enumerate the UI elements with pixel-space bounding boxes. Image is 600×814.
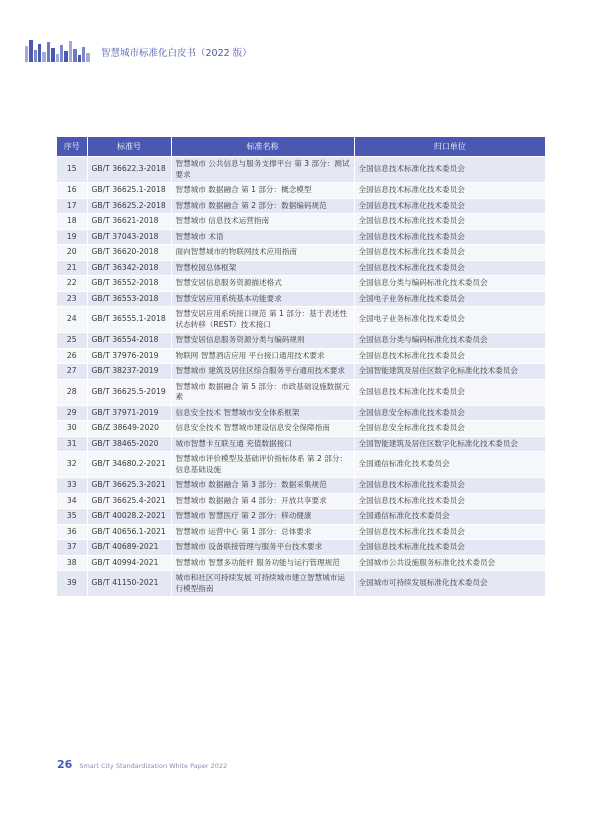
page-footer [57,758,227,771]
cell-no: 25 [57,333,87,349]
cell-org: 全国信息技术标准化技术委员会 [354,229,545,245]
cell-org: 全国通信标准化技术委员会 [354,452,545,478]
cell-name: 城市智慧卡互联互通 充值数据接口 [171,436,354,452]
cell-code: GB/T 36553-2018 [87,291,171,307]
cell-name: 智慧城市 智慧多功能杆 服务功能与运行管理规范 [171,555,354,571]
cell-org: 全国城市可持续发展标准化技术委员会 [354,571,545,597]
cell-org: 全国信息技术标准化技术委员会 [354,493,545,509]
cell-code: GB/T 38237-2019 [87,364,171,380]
cell-org: 全国电子业务标准化技术委员会 [354,307,545,333]
table-row [57,229,545,245]
cell-name: 智慧安居信息服务资源分类与编码规则 [171,333,354,349]
cell-code: GB/T 40994-2021 [87,555,171,571]
table-row [57,493,545,509]
table-row [57,364,545,380]
cell-code: GB/T 41150-2021 [87,571,171,597]
table-row [57,524,545,540]
cell-org: 全国信息技术标准化技术委员会 [354,524,545,540]
cell-code: GB/T 40689-2021 [87,540,171,556]
cell-no: 39 [57,571,87,597]
column-header-no: 序号 [57,137,87,157]
cell-code: GB/T 36625.1-2018 [87,183,171,199]
cell-org: 全国信息安全标准化技术委员会 [354,405,545,421]
cell-name: 智慧城市 建筑及居住区综合服务平台通用技术要求 [171,364,354,380]
footer-text: Smart City Standardization White Paper 2022 [79,762,228,770]
cell-org: 全国智能建筑及居住区数字化标准化技术委员会 [354,364,545,380]
cell-code: GB/T 36620-2018 [87,245,171,261]
cell-code: GB/T 36625.4-2021 [87,493,171,509]
table-row [57,183,545,199]
cell-no: 26 [57,348,87,364]
standards-table-container [57,137,545,597]
table-row [57,421,545,437]
cell-code: GB/T 36622.3-2018 [87,157,171,183]
cell-code: GB/T 36625.3-2021 [87,478,171,494]
cell-no: 22 [57,276,87,292]
cell-no: 15 [57,157,87,183]
cell-code: GB/T 34680.2-2021 [87,452,171,478]
cell-org: 全国信息技术标准化技术委员会 [354,214,545,230]
cell-no: 32 [57,452,87,478]
cell-org: 全国信息技术标准化技术委员会 [354,183,545,199]
cell-name: 城市和社区可持续发展 可持续城市建立智慧城市运行模型指南 [171,571,354,597]
cell-name: 智慧城市 数据融合 第 1 部分：概念模型 [171,183,354,199]
cell-no: 24 [57,307,87,333]
header-title: 智慧城市标准化白皮书（2022 版） [101,48,252,59]
cell-name: 智慧安居信息服务资源描述格式 [171,276,354,292]
table-row [57,405,545,421]
table-row [57,214,545,230]
cell-code: GB/T 36625.2-2018 [87,198,171,214]
cell-code: GB/T 36625.5-2019 [87,379,171,405]
table-row [57,571,545,597]
table-row [57,157,545,183]
standards-table [57,137,545,597]
cell-name: 智慧城市 信息技术运营指南 [171,214,354,230]
cell-no: 35 [57,509,87,525]
cell-code: GB/T 36342-2018 [87,260,171,276]
cell-no: 19 [57,229,87,245]
cell-org: 全国通信标准化技术委员会 [354,509,545,525]
cell-code: GB/T 36555.1-2018 [87,307,171,333]
cell-no: 34 [57,493,87,509]
cell-org: 全国信息安全标准化技术委员会 [354,421,545,437]
table-row [57,379,545,405]
cell-name: 智慧城市 术语 [171,229,354,245]
cell-code: GB/T 40656.1-2021 [87,524,171,540]
cell-org: 全国信息技术标准化技术委员会 [354,379,545,405]
column-header-org: 归口单位 [354,137,545,157]
cell-no: 38 [57,555,87,571]
cell-org: 全国信息技术标准化技术委员会 [354,245,545,261]
cell-no: 28 [57,379,87,405]
cell-code: GB/Z 38649-2020 [87,421,171,437]
page-header [25,38,252,62]
cell-no: 30 [57,421,87,437]
cell-no: 27 [57,364,87,380]
cell-no: 17 [57,198,87,214]
table-row [57,333,545,349]
cell-no: 23 [57,291,87,307]
cell-org: 全国城市公共设施服务标准化技术委员会 [354,555,545,571]
cell-org: 全国电子业务标准化技术委员会 [354,291,545,307]
cell-name: 智慧安居应用系统基本功能要求 [171,291,354,307]
cell-org: 全国信息分类与编码标准化技术委员会 [354,333,545,349]
cell-name: 智慧城市 智慧医疗 第 2 部分：移动健康 [171,509,354,525]
table-row [57,260,545,276]
cell-code: GB/T 40028.2-2021 [87,509,171,525]
table-row [57,555,545,571]
cell-no: 21 [57,260,87,276]
table-row [57,540,545,556]
cell-org: 全国信息技术标准化技术委员会 [354,198,545,214]
column-header-code: 标准号 [87,137,171,157]
cell-name: 智慧城市 数据融合 第 5 部分：市政基础设施数据元素 [171,379,354,405]
cell-no: 37 [57,540,87,556]
cell-code: GB/T 37043-2018 [87,229,171,245]
column-header-name: 标准名称 [171,137,354,157]
cell-code: GB/T 36621-2018 [87,214,171,230]
cell-org: 全国信息技术标准化技术委员会 [354,478,545,494]
cell-name: 智慧城市 设备联接管理与服务平台技术要求 [171,540,354,556]
cell-name: 智慧城市 数据融合 第 4 部分：开放共享要求 [171,493,354,509]
table-row [57,276,545,292]
cell-code: GB/T 36552-2018 [87,276,171,292]
cell-no: 16 [57,183,87,199]
cell-no: 33 [57,478,87,494]
table-body [57,157,545,597]
table-row [57,307,545,333]
table-row [57,452,545,478]
cell-code: GB/T 36554-2018 [87,333,171,349]
cell-org: 全国信息技术标准化技术委员会 [354,260,545,276]
cell-no: 20 [57,245,87,261]
cell-name: 智慧城市 运营中心 第 1 部分：总体要求 [171,524,354,540]
cell-name: 物联网 智慧酒店应用 平台接口通用技术要求 [171,348,354,364]
cell-code: GB/T 38465-2020 [87,436,171,452]
table-row [57,436,545,452]
cell-name: 智慧城市 数据融合 第 2 部分：数据编码规范 [171,198,354,214]
page-number: 26 [57,758,73,771]
table-row [57,198,545,214]
cell-org: 全国信息技术标准化技术委员会 [354,157,545,183]
skyline-logo-icon [25,38,91,62]
cell-org: 全国信息技术标准化技术委员会 [354,348,545,364]
cell-org: 全国信息技术标准化技术委员会 [354,540,545,556]
cell-name: 智慧城市 数据融合 第 3 部分：数据采集规范 [171,478,354,494]
cell-name: 信息安全技术 智慧城市建设信息安全保障指南 [171,421,354,437]
table-row [57,291,545,307]
cell-no: 36 [57,524,87,540]
table-row [57,245,545,261]
cell-org: 全国信息分类与编码标准化技术委员会 [354,276,545,292]
cell-name: 信息安全技术 智慧城市安全体系框架 [171,405,354,421]
cell-org: 全国智能建筑及居住区数字化标准化技术委员会 [354,436,545,452]
cell-code: GB/T 37971-2019 [87,405,171,421]
cell-name: 智慧城市评价模型及基础评价指标体系 第 2 部分：信息基础设施 [171,452,354,478]
cell-no: 29 [57,405,87,421]
table-header-row [57,137,545,157]
cell-name: 智慧校园总体框架 [171,260,354,276]
table-row [57,478,545,494]
cell-code: GB/T 37976-2019 [87,348,171,364]
cell-name: 面向智慧城市的物联网技术应用指南 [171,245,354,261]
table-row [57,348,545,364]
table-row [57,509,545,525]
cell-name: 智慧安居应用系统接口规范 第 1 部分：基于表述性状态转移（REST）技术接口 [171,307,354,333]
cell-name: 智慧城市 公共信息与服务支撑平台 第 3 部分：测试要求 [171,157,354,183]
cell-no: 31 [57,436,87,452]
cell-no: 18 [57,214,87,230]
